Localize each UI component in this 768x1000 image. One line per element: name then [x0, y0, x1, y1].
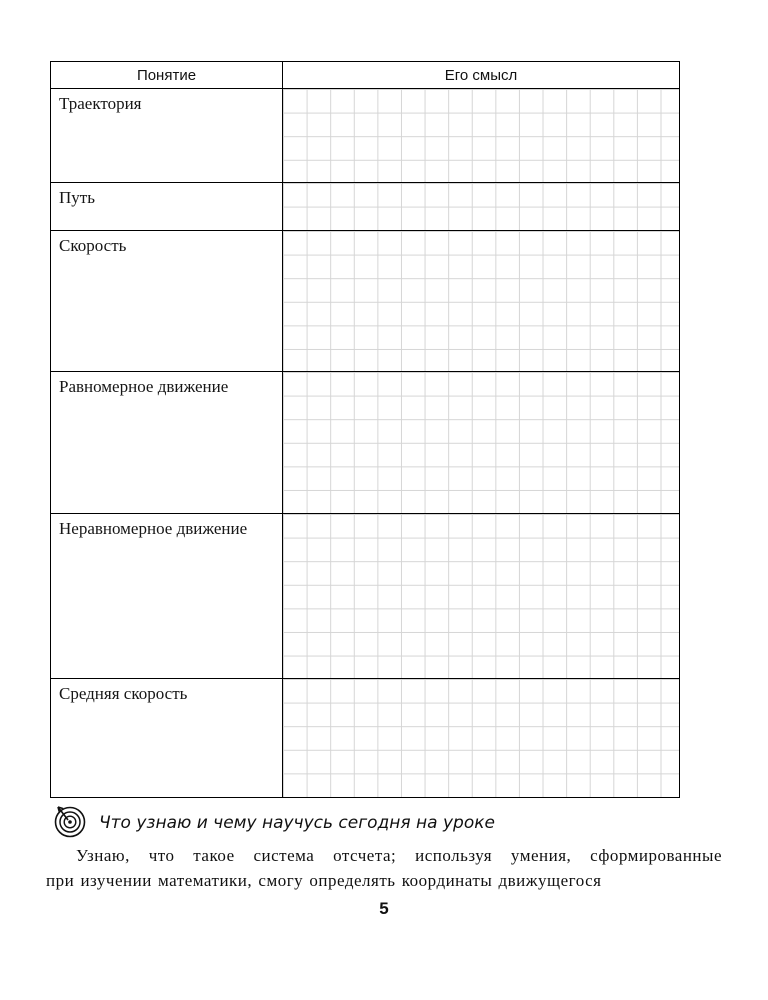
answer-grid-cell: [283, 372, 679, 513]
table-row: [51, 231, 679, 373]
target-icon: [51, 802, 89, 840]
intro-paragraph-line: при изучении математики, смогу определять координаты движущегося: [46, 870, 602, 890]
column-header-meaning: Его смысл: [444, 66, 518, 84]
answer-grid-cell: [283, 183, 679, 229]
concept-cell: Неравномерное движение: [51, 514, 283, 678]
table-header-row: [51, 62, 679, 89]
table-row: [51, 183, 679, 230]
column-header-concept: Понятие: [51, 62, 283, 88]
concept-cell: Средняя скорость: [51, 679, 283, 797]
answer-grid-cell: [283, 89, 679, 182]
intro-paragraph-line: Узнаю, что такое система отсчета; используя умения, сформированные: [76, 846, 722, 865]
table-row: [51, 372, 679, 514]
table-row: [51, 679, 679, 797]
concept-cell: Траектория: [51, 89, 283, 182]
intro-paragraph: [46, 844, 722, 893]
table-row: [51, 514, 679, 679]
page-number: 5: [379, 899, 389, 918]
answer-grid-cell: [283, 231, 679, 372]
answer-grid-cell: [283, 679, 679, 797]
answer-grid-cell: [283, 514, 679, 678]
table-row: [51, 89, 679, 183]
concept-cell: Путь: [51, 183, 283, 229]
concept-cell: Скорость: [51, 231, 283, 372]
concept-cell: Равномерное движение: [51, 372, 283, 513]
lesson-goal-heading: Что узнаю и чему научусь сегодня на уроке: [99, 813, 495, 833]
concept-table: [50, 61, 680, 798]
